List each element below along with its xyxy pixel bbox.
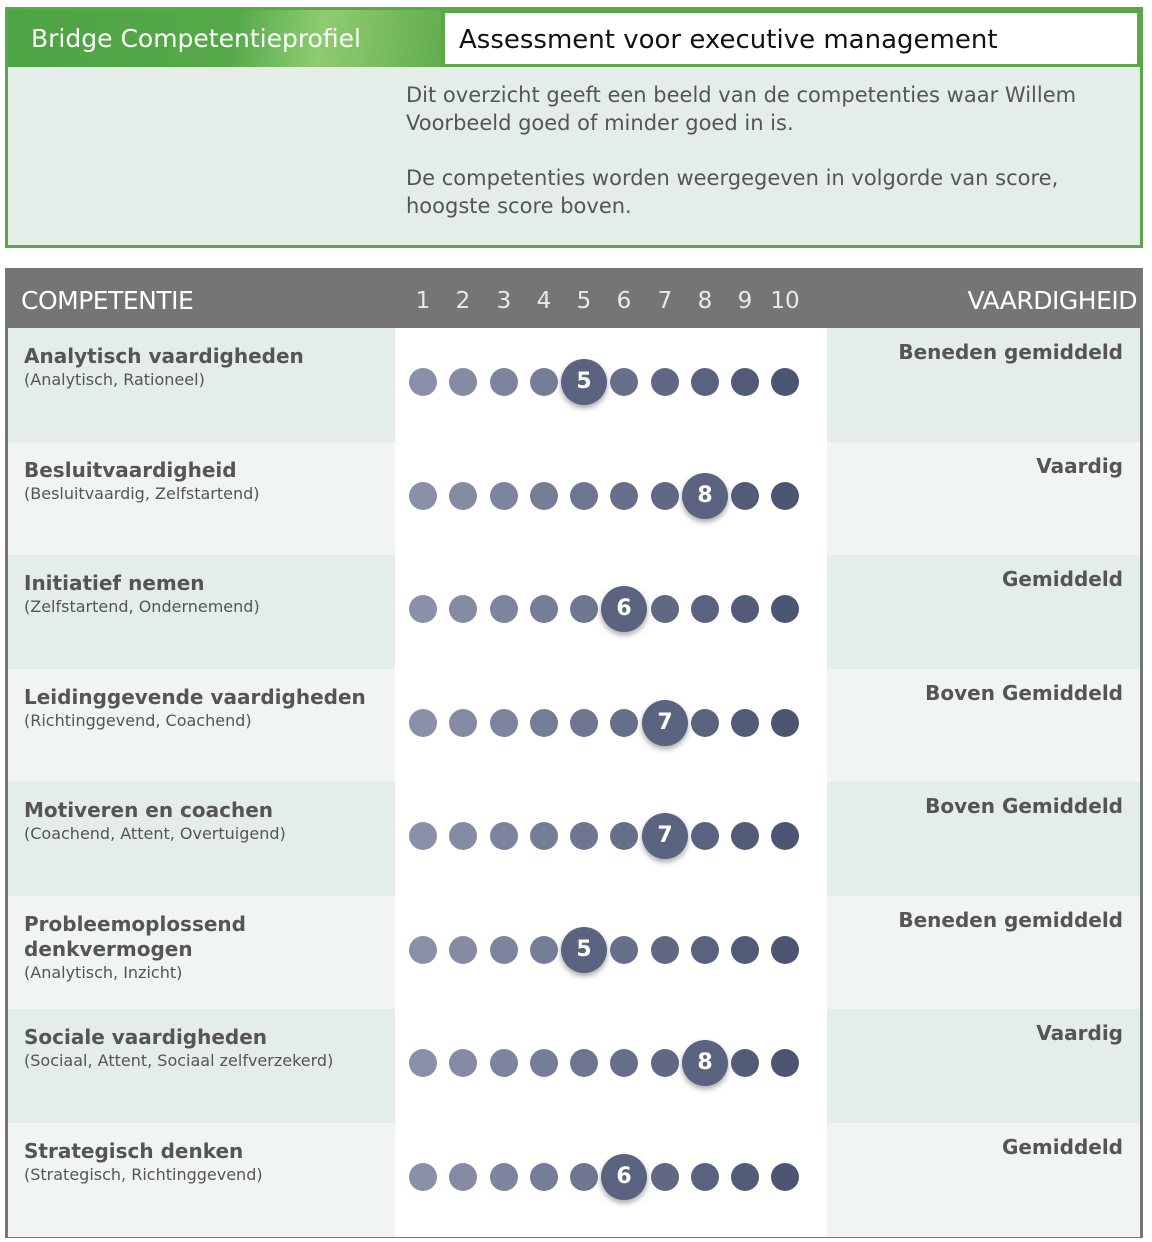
scale-dot [651, 368, 679, 396]
level-cell [827, 896, 1140, 1010]
level-cell [827, 1009, 1140, 1123]
competence-traits: (Sociaal, Attent, Sociaal zelfverzekerd) [24, 1051, 334, 1070]
scale-dot [409, 595, 437, 623]
skill-level: Gemiddeld [1001, 1134, 1123, 1159]
level-cell [827, 782, 1140, 896]
scale-dot [490, 368, 518, 396]
competence-name: Analytisch vaardigheden [24, 344, 304, 368]
score-marker: 5 [561, 359, 607, 405]
scale-number-3: 3 [496, 288, 512, 314]
scale-dot [409, 482, 437, 510]
scale-dot [610, 482, 638, 510]
scale-dot [530, 595, 558, 623]
score-marker: 7 [642, 813, 688, 859]
scale-dot [490, 822, 518, 850]
competence-traits: (Richtinggevend, Coachend) [24, 710, 252, 730]
scale-dot [651, 1049, 679, 1077]
competence-traits: (Analytisch, Inzicht) [24, 962, 183, 982]
competence-name-block [24, 798, 384, 845]
scale-dot [651, 936, 679, 964]
competence-row [8, 1123, 1140, 1237]
scale-dot [610, 709, 638, 737]
scale-dot [771, 368, 799, 396]
scale-dot [731, 595, 759, 623]
competence-name: Leidinggevende vaardigheden [24, 684, 366, 709]
score-scale [395, 328, 827, 442]
competence-cell [8, 328, 395, 442]
scale-dot [570, 1163, 598, 1191]
competence-name: Probleemoplossend denkvermogen [24, 911, 246, 961]
competence-cell [8, 1009, 395, 1123]
skill-level: Gemiddeld [1001, 567, 1123, 591]
scale-dot [731, 368, 759, 396]
scale-dot [449, 1049, 477, 1077]
scale-number-4: 4 [536, 288, 552, 314]
competence-name-block [24, 571, 384, 618]
scale-dot [490, 595, 518, 623]
scale-dot [449, 822, 477, 850]
score-marker: 6 [601, 586, 647, 632]
skill-level: Beneden gemiddeld [898, 340, 1123, 364]
scale-number-7: 7 [657, 288, 673, 314]
score-marker: 6 [601, 1154, 647, 1200]
scale-number-10: 10 [770, 288, 800, 314]
level-cell [827, 442, 1140, 556]
competence-row [8, 555, 1140, 669]
scale-dot [449, 936, 477, 964]
scale-dot [731, 1163, 759, 1191]
scale-dot [731, 822, 759, 850]
scale-dot [691, 822, 719, 850]
scale-dot [490, 482, 518, 510]
profile-header [5, 7, 1143, 248]
scale-dot [409, 822, 437, 850]
intro-paragraph-1: Dit overzicht geeft een beeld van de competenties waar Willem Voorbeeld goed of minder goed in is. [406, 83, 1077, 135]
scale-number-6: 6 [616, 288, 632, 314]
competence-traits: (Analytisch, Rationeel) [24, 370, 205, 389]
scale-dot [570, 482, 598, 510]
scale-dot [610, 368, 638, 396]
level-cell [827, 1123, 1140, 1237]
scale-dot [530, 368, 558, 396]
competence-row [8, 328, 1140, 442]
scale-dot [490, 1049, 518, 1077]
skill-level: Boven Gemiddeld [925, 680, 1123, 705]
competence-name-block [24, 1025, 384, 1072]
scale-dot [610, 936, 638, 964]
score-scale [395, 1123, 827, 1237]
score-marker: 7 [642, 700, 688, 746]
score-scale [395, 782, 827, 896]
competence-row [8, 442, 1140, 556]
scale-dot [771, 1163, 799, 1191]
scale-dot [530, 822, 558, 850]
column-header-competentie: COMPETENTIE [21, 286, 194, 315]
competence-cell [8, 1123, 395, 1237]
scale-number-2: 2 [455, 288, 471, 314]
competence-cell [8, 442, 395, 556]
competence-name-block [24, 912, 384, 984]
competence-name-block [24, 1139, 384, 1186]
competence-row [8, 1009, 1140, 1123]
scale-dot [570, 595, 598, 623]
scale-dot [651, 595, 679, 623]
scale-dot [530, 482, 558, 510]
competence-row [8, 896, 1140, 1010]
scale-dot [771, 936, 799, 964]
skill-level: Beneden gemiddeld [898, 907, 1123, 932]
scale-dot [731, 936, 759, 964]
competence-name-block [24, 458, 384, 505]
scale-dot [731, 482, 759, 510]
scale-dot [409, 709, 437, 737]
level-cell [827, 328, 1140, 442]
competence-cell [8, 669, 395, 783]
scale-dot [651, 1163, 679, 1191]
skill-level: Vaardig [1036, 1021, 1123, 1045]
scale-dot [691, 936, 719, 964]
scale-dot [610, 1049, 638, 1077]
scale-dot [409, 1049, 437, 1077]
column-header-vaardigheid: VAARDIGHEID [967, 286, 1137, 315]
scale-dot [449, 1163, 477, 1191]
score-scale [395, 555, 827, 669]
scale-dot [530, 709, 558, 737]
competence-traits: (Zelfstartend, Ondernemend) [24, 597, 260, 616]
competence-name: Besluitvaardigheid [24, 457, 237, 482]
competence-name: Motiveren en coachen [24, 798, 274, 822]
scale-dot [490, 936, 518, 964]
intro-paragraph-2: De competenties worden weergegeven in volgorde van score, hoogste score boven. [406, 166, 1059, 218]
competence-row [8, 669, 1140, 783]
scale-dot [691, 1163, 719, 1191]
report-subtitle: Assessment voor executive management [445, 13, 1137, 64]
scale-dot [570, 709, 598, 737]
brand-title: Bridge Competentieprofiel [8, 10, 441, 67]
score-scale [395, 1009, 827, 1123]
competence-row [8, 782, 1140, 896]
competence-name-block [24, 685, 384, 732]
score-scale [395, 896, 827, 1010]
scale-dot [570, 822, 598, 850]
skill-level: Vaardig [1036, 453, 1123, 478]
scale-dot [771, 822, 799, 850]
intro-text [406, 81, 1136, 247]
scale-dot [449, 482, 477, 510]
scale-dot [449, 709, 477, 737]
skill-level: Boven Gemiddeld [925, 794, 1123, 818]
scale-dot [449, 368, 477, 396]
scale-dot [530, 936, 558, 964]
scale-dot [731, 709, 759, 737]
scale-dot [691, 368, 719, 396]
scale-dot [691, 595, 719, 623]
table-header [8, 271, 1140, 328]
scale-dot [409, 1163, 437, 1191]
scale-dot [530, 1049, 558, 1077]
level-cell [827, 669, 1140, 783]
scale-dot [651, 482, 679, 510]
score-scale [395, 669, 827, 783]
scale-dot [449, 595, 477, 623]
competence-table [5, 268, 1143, 1238]
scale-number-1: 1 [415, 288, 431, 314]
scale-dot [771, 1049, 799, 1077]
scale-dot [530, 1163, 558, 1191]
level-cell [827, 555, 1140, 669]
scale-dot [691, 709, 719, 737]
competence-cell [8, 555, 395, 669]
scale-dot [771, 595, 799, 623]
scale-dot [771, 709, 799, 737]
competence-name: Initiatief nemen [24, 571, 205, 595]
competence-traits: (Besluitvaardig, Zelfstartend) [24, 483, 260, 503]
scale-dot [490, 709, 518, 737]
competence-name: Strategisch denken [24, 1138, 244, 1163]
scale-number-5: 5 [576, 288, 592, 314]
score-marker: 8 [682, 1040, 728, 1086]
scale-dot [490, 1163, 518, 1191]
score-scale [395, 442, 827, 556]
competence-traits: (Coachend, Attent, Overtuigend) [24, 824, 286, 843]
competence-cell [8, 782, 395, 896]
scale-dot [570, 1049, 598, 1077]
score-marker: 8 [682, 473, 728, 519]
competence-traits: (Strategisch, Richtinggevend) [24, 1164, 263, 1184]
scale-dot [610, 822, 638, 850]
scale-dot [771, 482, 799, 510]
scale-dot [409, 936, 437, 964]
scale-number-8: 8 [697, 288, 713, 314]
scale-dot [731, 1049, 759, 1077]
competence-name-block [24, 344, 384, 391]
competence-name: Sociale vaardigheden [24, 1025, 268, 1049]
scale-dot [409, 368, 437, 396]
competence-cell [8, 896, 395, 1010]
score-marker: 5 [561, 927, 607, 973]
scale-number-9: 9 [737, 288, 753, 314]
